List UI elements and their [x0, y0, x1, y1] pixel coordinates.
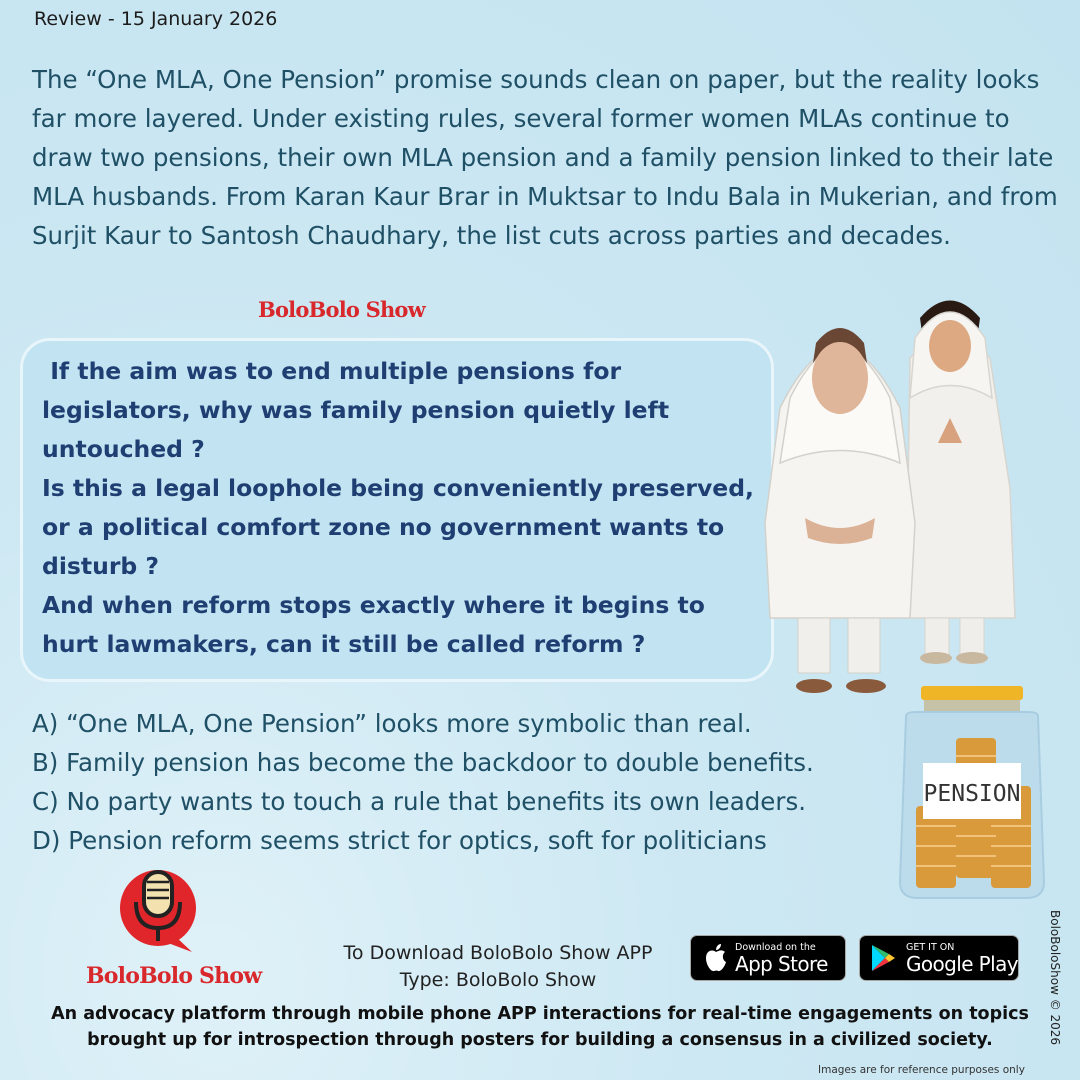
image-disclaimer: Images are for reference purposes only — [818, 1064, 1025, 1076]
question-list — [42, 352, 762, 664]
copyright-notice — [1044, 910, 1064, 1070]
question-1: If the aim was to end multiple pensions for legislators, why was family pension quietly left untouched ? — [42, 357, 678, 463]
review-date: Review - 15 January 2026 — [34, 8, 278, 30]
footer-line-1: An advocacy platform through mobile phone APP interactions for real-time engagements on topics — [51, 1004, 1029, 1024]
microphone-logo-icon — [120, 866, 200, 956]
intro-paragraph: The “One MLA, One Pension” promise sounds clean on paper, but the reality looks far more layered. Under existing rules, several former women MLAs continue to draw two pensions, their own MLA pension and a family pension linked to their late MLA husbands. From Karan Kaur Brar in Muktsar to Indu Bala in Mukerian, and from Surjit Kaur to Santosh Chaudhary, the list cuts across parties and decades. — [32, 65, 1058, 250]
copyright-text: BoloBoloShow © 2026 — [1048, 910, 1062, 1046]
footer-line-2: brought up for introspection through posters for building a consensus in a civilized society. — [87, 1030, 993, 1050]
app-store-big-label: App Store — [735, 951, 828, 976]
apple-icon — [703, 943, 729, 973]
woman-left-figure — [765, 328, 915, 693]
brand-wordmark-top: BoloBolo Show — [258, 297, 425, 322]
option-c[interactable]: C) No party wants to touch a rule that benefits its own leaders. — [32, 787, 806, 816]
option-a[interactable]: A) “One MLA, One Pension” looks more symbolic than real. — [32, 709, 752, 738]
jar-label: PENSION — [923, 781, 1021, 807]
question-3: And when reform stops exactly where it begins to hurt lawmakers, can it still be called reform ? — [42, 591, 714, 658]
app-store-button[interactable] — [690, 935, 846, 981]
google-play-icon — [870, 944, 896, 972]
politicians-illustration — [760, 288, 1030, 700]
answer-options — [32, 704, 814, 860]
woman-right-figure — [908, 301, 1015, 665]
question-2: Is this a legal loophole being conveniently preserved, or a political comfort zone no government wants to disturb ? — [42, 474, 763, 580]
option-d[interactable]: D) Pension reform seems strict for optics, soft for politicians — [32, 826, 767, 855]
google-play-button[interactable] — [859, 935, 1019, 981]
app-store-small-label: Download on the — [735, 941, 816, 953]
google-play-small-label: GET IT ON — [906, 941, 955, 953]
option-b[interactable]: B) Family pension has become the backdoor to double benefits. — [32, 748, 814, 777]
brand-wordmark-bottom: BoloBolo Show — [86, 963, 262, 989]
pension-jar-illustration — [896, 686, 1048, 902]
google-play-big-label: Google Play — [906, 951, 1018, 976]
download-instructions — [300, 940, 696, 994]
download-line-1: To Download BoloBolo Show APP — [343, 942, 653, 964]
footer-mission-statement — [0, 1001, 1080, 1053]
download-line-2: Type: BoloBolo Show — [399, 969, 597, 991]
